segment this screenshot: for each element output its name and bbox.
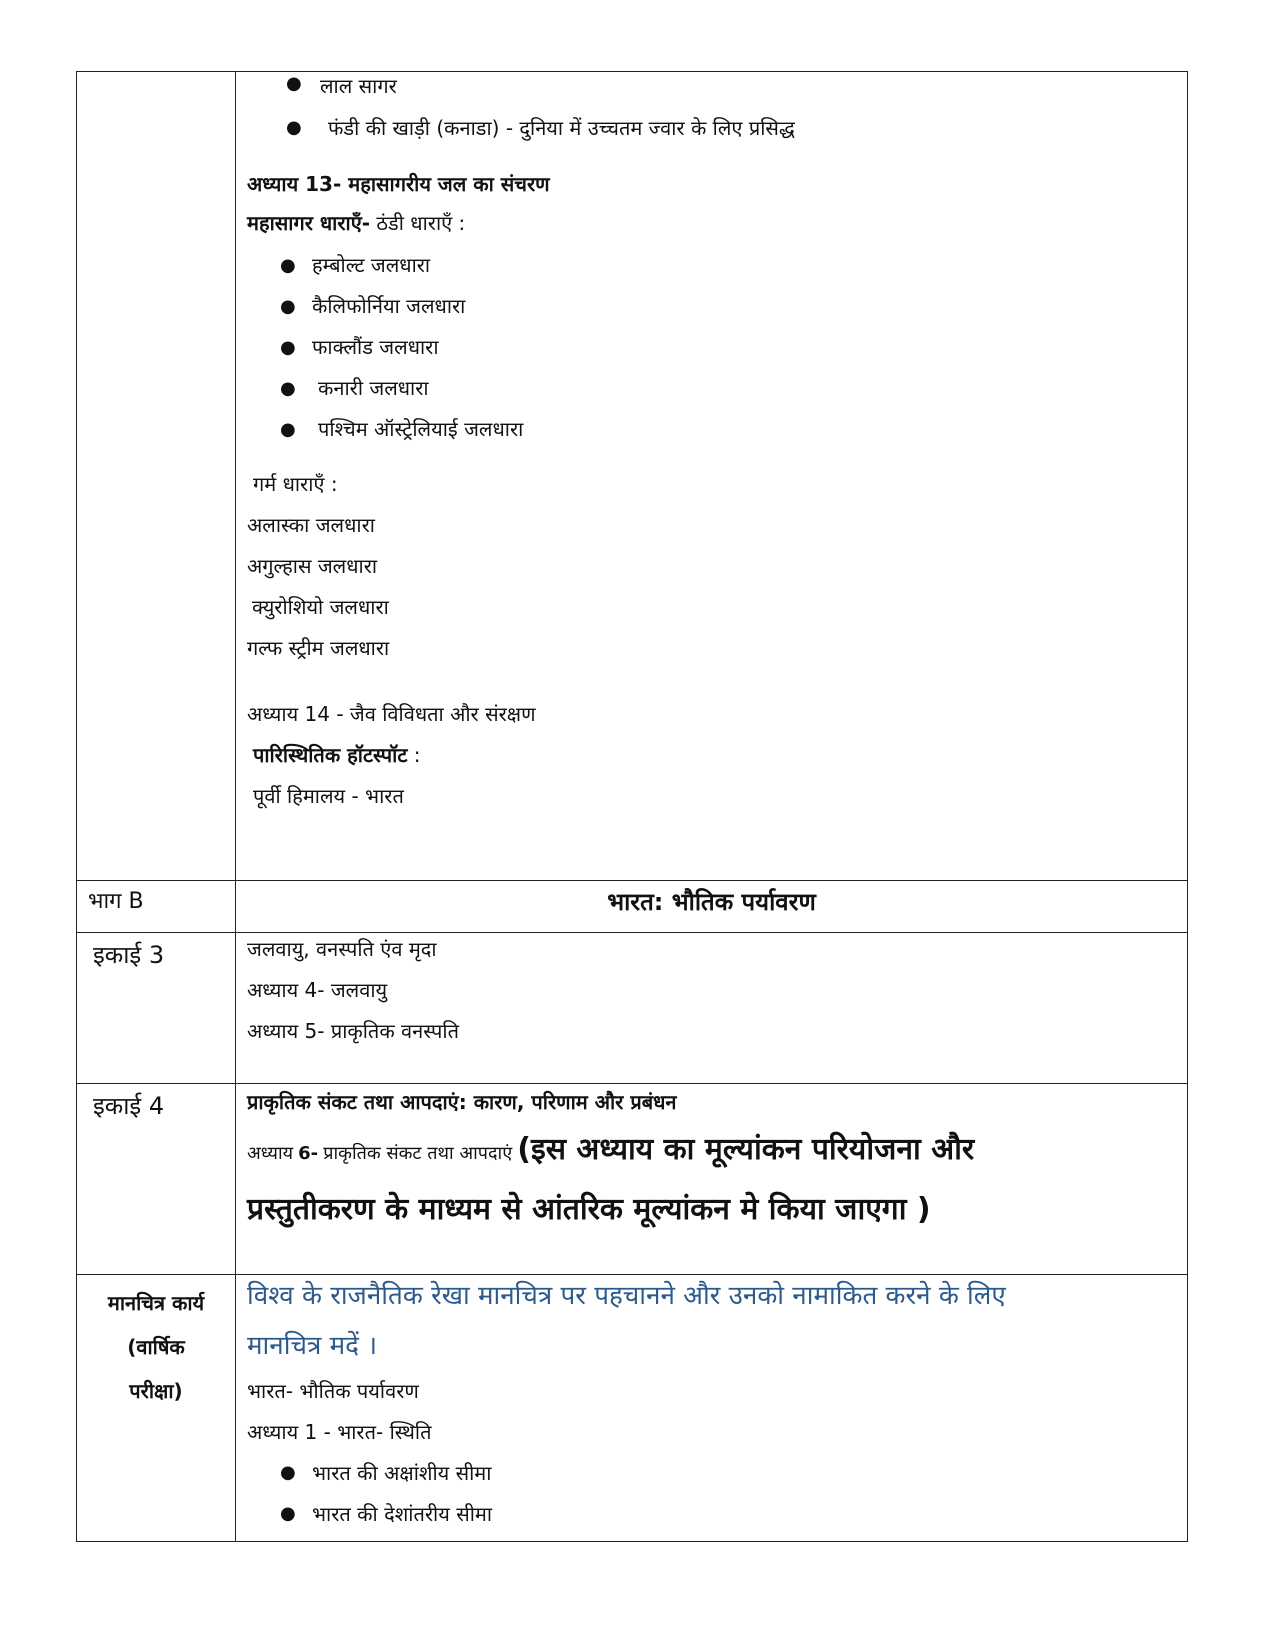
hotspot-item: पूर्वी हिमालय - भारत: [253, 784, 404, 808]
table-row: [77, 933, 1188, 1084]
row2-content-cell: [236, 881, 1188, 933]
row3-left-cell: [77, 933, 236, 1084]
bullet-icon: ●: [280, 255, 296, 276]
list-item: भारत की देशांतरीय सीमा: [312, 1502, 493, 1526]
unit-4-heading: प्राकृतिक संकट तथा आपदाएं: कारण, परिणाम और प्रबंधन: [247, 1090, 677, 1114]
map-items-heading-cont: मानचित्र मदें ।: [247, 1331, 378, 1361]
list-item: अगुल्हास जलधारा: [247, 554, 378, 578]
syllabus-table: [76, 71, 1188, 1542]
list-item: पश्चिम ऑस्ट्रेलियाई जलधारा: [318, 417, 524, 441]
row1-left-cell: [77, 72, 236, 881]
section-title: भारत: भौतिक पर्यावरण: [607, 888, 816, 916]
row5-content-cell: [236, 1275, 1188, 1542]
list-item: भारत की अक्षांशीय सीमा: [312, 1461, 492, 1485]
list-item: कैलिफोर्निया जलधारा: [312, 294, 466, 318]
row4-content-cell: [236, 1084, 1188, 1275]
list-item: फंडी की खाड़ी (कनाडा) - दुनिया में उच्चतम ज्वार के लिए प्रसिद्ध: [328, 116, 795, 140]
unit-3-heading: जलवायु, वनस्पति एंव मृदा: [247, 937, 437, 961]
assessment-note: प्रस्तुतीकरण के माध्यम से आंतरिक मूल्यांकन मे किया जाएगा ): [247, 1192, 931, 1227]
hotspot-heading: पारिस्थितिक हॉटस्पॉट :: [253, 743, 421, 767]
chapter-line: अध्याय 4- जलवायु: [247, 978, 388, 1002]
bullet-icon: ●: [286, 117, 302, 138]
chapter-line: अध्याय 5- प्राकृतिक वनस्पति: [247, 1019, 459, 1043]
row3-content-cell: [236, 933, 1188, 1084]
row5-left-cell: [77, 1275, 236, 1542]
bullet-icon: ●: [280, 1462, 296, 1483]
unit-label: इकाई 4: [93, 1092, 165, 1120]
table-row: [77, 881, 1188, 933]
table-row: [77, 1084, 1188, 1275]
list-item: लाल सागर: [320, 74, 397, 98]
map-work-label: मानचित्र कार्य (वार्षिक परीक्षा): [107, 1291, 205, 1403]
row1-content-cell: [236, 72, 1188, 881]
list-item: फाक्लौंड जलधारा: [312, 335, 439, 359]
row2-left-cell: [77, 881, 236, 933]
chapter-14-title: अध्याय 14 - जैव विविधता और संरक्षण: [247, 702, 536, 726]
unit-label: इकाई 3: [93, 941, 165, 969]
bullet-icon: ●: [280, 419, 296, 440]
list-item: क्युरोशियो जलधारा: [252, 595, 389, 619]
row4-left-cell: [77, 1084, 236, 1275]
bullet-icon: ●: [280, 1503, 296, 1524]
list-item: अलास्का जलधारा: [247, 513, 375, 537]
list-item: गल्फ स्ट्रीम जलधारा: [247, 636, 390, 660]
chapter-13-title: अध्याय 13- महासागरीय जल का संचरण: [247, 172, 550, 196]
chapter-line: अध्याय 1 - भारत- स्थिति: [247, 1420, 432, 1444]
bullet-icon: ●: [280, 337, 296, 358]
map-subheading: भारत- भौतिक पर्यावरण: [247, 1379, 419, 1403]
warm-currents-heading: गर्म धाराएँ :: [253, 472, 338, 496]
list-item: हम्बोल्ट जलधारा: [312, 253, 431, 277]
chapter-6-line: अध्याय 6- प्राकृतिक संकट तथा आपदाएं (इस अध्याय का मूल्यांकन परियोजना और: [247, 1132, 975, 1167]
bullet-icon: ●: [286, 73, 302, 94]
bullet-icon: ●: [280, 296, 296, 317]
ocean-currents-heading: महासागर धाराएँ- ठंडी धाराएँ :: [247, 211, 466, 235]
part-label: भाग B: [88, 889, 144, 914]
map-items-heading: विश्व के राजनैतिक रेखा मानचित्र पर पहचानने और उनको नामाकित करने के लिए: [247, 1281, 1006, 1311]
table-row: [77, 1275, 1188, 1542]
bullet-icon: ●: [280, 378, 296, 399]
table-row: [77, 72, 1188, 881]
list-item: कनारी जलधारा: [318, 376, 429, 400]
